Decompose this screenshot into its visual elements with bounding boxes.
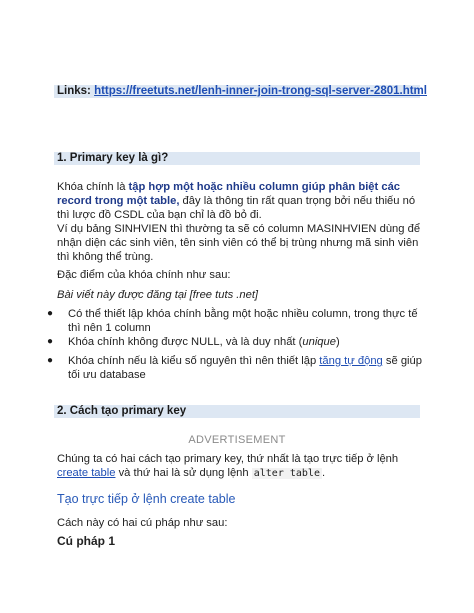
p1-pre: Khóa chính là	[57, 181, 129, 193]
s2p1-mid: và thứ hai là sử dụng lệnh	[115, 467, 252, 479]
bullet-dot: ●	[47, 355, 54, 366]
p1-post: đây là thông tin rất quan trọng bởi nếu thiếu nó thì lược đồ CSDL của bạn chỉ là đồ bỏ đi.	[57, 195, 416, 221]
links-label: Links:	[57, 85, 91, 97]
s2p1-post: .	[321, 467, 326, 479]
b3-post: sẽ giúp tối ưu database	[68, 355, 422, 381]
s2p1-pre: Chúng ta có hai cách tạo primary key, thứ nhất là tạo trực tiếp ở lệnh	[57, 453, 399, 465]
b2-pre: Khóa chính không được NULL, và là duy nhất (	[68, 336, 303, 348]
section1-paragraph-1	[57, 180, 422, 222]
section1-paragraph-2: Ví dụ bảng SINHVIEN thì thường ta sẽ có column MASINHVIEN dùng để nhận diện các sinh viên, tên sinh viên có thể bị trùng nhưng mã sinh viên thì không thể trùng.	[57, 223, 421, 263]
auto-increment-link[interactable]: tăng tự động	[319, 355, 383, 367]
links-url[interactable]: https://freetuts.net/lenh-inner-join-trong-sql-server-2801.html	[94, 85, 427, 97]
create-table-subheading: Tạo trực tiếp ở lệnh create table	[57, 492, 236, 506]
alter-table-code: alter table	[253, 468, 320, 479]
section2-paragraph-1	[57, 452, 422, 481]
section1-heading: 1. Primary key là gì?	[57, 152, 169, 164]
section2-paragraph-2: Cách này có hai cú pháp như sau:	[57, 517, 228, 529]
bullet-item-1: Có thể thiết lập khóa chính bằng một hoặc nhiều column, trong thực tế thì nên 1 column	[68, 308, 418, 334]
section2-heading-bar	[54, 405, 420, 418]
b2-italic: unique	[302, 336, 336, 348]
p1-emphasis: tập hợp một hoặc nhiều column giúp phân biệt các record trong một table,	[57, 181, 401, 207]
bullet-item-3	[68, 354, 422, 382]
b2-post: )	[335, 336, 340, 348]
section2-heading: 2. Cách tạo primary key	[57, 405, 187, 417]
bullet-dot: ●	[47, 308, 54, 319]
b3-pre: Khóa chính nếu là kiểu số nguyên thì nên thiết lập	[68, 355, 320, 367]
bullet-dot: ●	[47, 336, 54, 347]
syntax-1-heading: Cú pháp 1	[57, 534, 116, 548]
source-note: Bài viết này được đăng tại [free tuts .net]	[57, 289, 259, 301]
create-table-link[interactable]: create table	[57, 467, 116, 479]
section1-heading-bar	[54, 152, 420, 165]
bullet-item-2	[68, 335, 422, 349]
links-bar	[54, 85, 427, 98]
advertisement-label: ADVERTISEMENT	[188, 434, 286, 446]
section1-paragraph-3: Đặc điểm của khóa chính như sau:	[57, 269, 231, 281]
